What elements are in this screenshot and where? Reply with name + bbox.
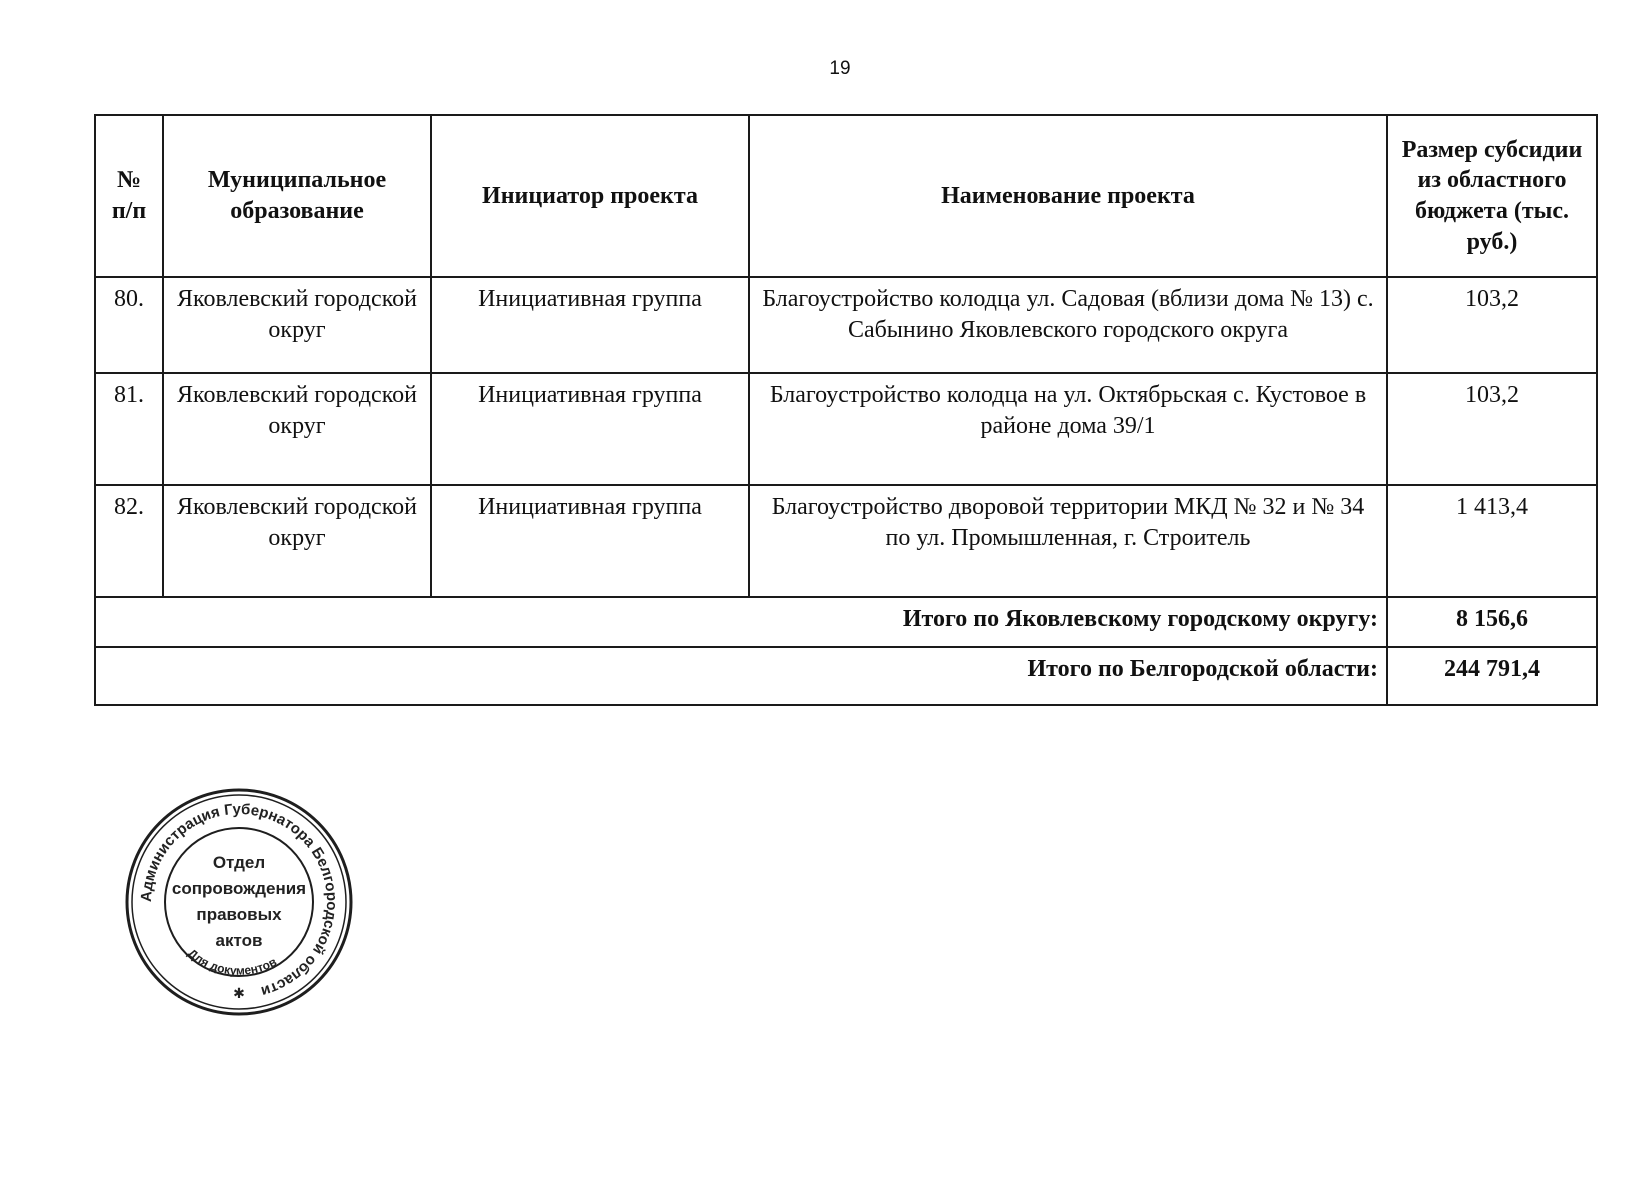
row-number: 80. [95, 277, 163, 373]
total-row-region [95, 647, 1597, 705]
total-value: 244 791,4 [1387, 647, 1597, 705]
stamp-center-line: актов [215, 931, 263, 950]
table-row [95, 373, 1597, 485]
total-label: Итого по Яковлевскому городскому округу: [95, 597, 1387, 647]
row-municipality: Яковлевский городской округ [163, 277, 431, 373]
header-subsidy: Размер субсидии из областного бюджета (тыс. руб.) [1387, 115, 1597, 277]
header-project: Наименование проекта [749, 115, 1387, 277]
row-project: Благоустройство колодца на ул. Октябрьская с. Кустовое в районе дома 39/1 [749, 373, 1387, 485]
table-row [95, 485, 1597, 597]
stamp-center-line: сопровождения [171, 879, 307, 898]
stamp-ring-text: Администрация Губернатора Белгородской области [137, 800, 341, 1000]
row-number: 82. [95, 485, 163, 597]
header-number: № п/п [95, 115, 163, 277]
stamp-center-line: правовых [196, 905, 282, 924]
row-initiator: Инициативная группа [431, 373, 749, 485]
row-subsidy: 103,2 [1387, 277, 1597, 373]
row-number: 81. [95, 373, 163, 485]
row-initiator: Инициативная группа [431, 485, 749, 597]
total-label: Итого по Белгородской области: [95, 647, 1387, 705]
table-header-row [95, 115, 1597, 277]
header-initiator: Инициатор проекта [431, 115, 749, 277]
subsidy-table [94, 114, 1598, 706]
row-municipality: Яковлевский городской округ [163, 485, 431, 597]
star-icon: ✱ [233, 985, 245, 1001]
stamp-seal [123, 786, 355, 1018]
row-project: Благоустройство колодца ул. Садовая (вблизи дома № 13) с. Сабынино Яковлевского городского округа [749, 277, 1387, 373]
total-row-district [95, 597, 1597, 647]
total-value: 8 156,6 [1387, 597, 1597, 647]
row-project: Благоустройство дворовой территории МКД № 32 и № 34 по ул. Промышленная, г. Строитель [749, 485, 1387, 597]
stamp-center-line: Отдел [212, 853, 266, 872]
stamp-bottom-text: Для документов [185, 945, 279, 978]
header-municipality: Муниципальное образование [163, 115, 431, 277]
page-number: 19 [829, 58, 851, 79]
official-stamp [123, 786, 355, 1018]
row-subsidy: 103,2 [1387, 373, 1597, 485]
table-row [95, 277, 1597, 373]
row-subsidy: 1 413,4 [1387, 485, 1597, 597]
row-initiator: Инициативная группа [431, 277, 749, 373]
row-municipality: Яковлевский городской округ [163, 373, 431, 485]
